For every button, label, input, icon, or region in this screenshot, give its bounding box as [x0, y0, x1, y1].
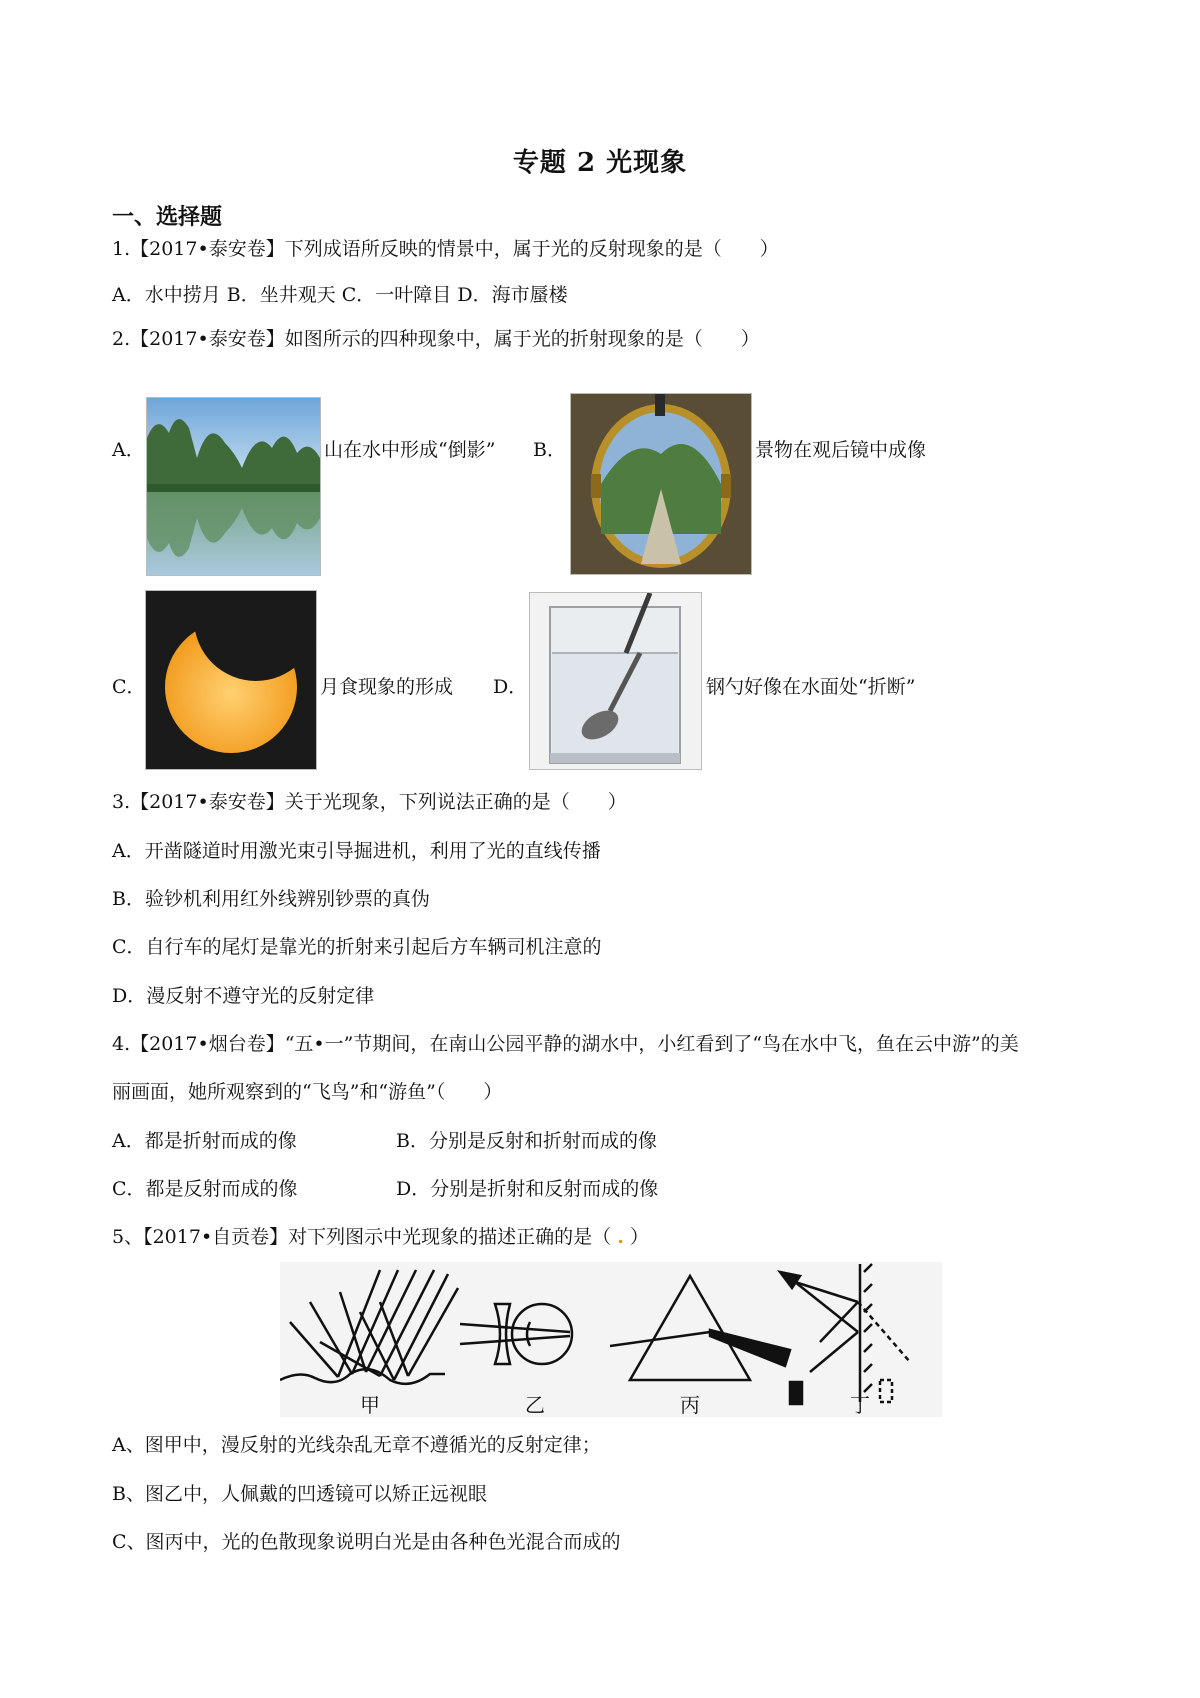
q3-option-d: D．漫反射不遵守光的反射定律	[112, 985, 375, 1007]
q4-option-a: A．都是折射而成的像	[112, 1130, 297, 1152]
q4-stem-line1: 4.【2017•烟台卷】“五•一”节期间，在南山公园平静的湖水中，小红看到了“鸟在水中飞，鱼在云中游”的美	[112, 1033, 1019, 1055]
q4-option-b: B．分别是反射和折射而成的像	[396, 1130, 657, 1152]
q5-option-c: C、图丙中，光的色散现象说明白光是由各种色光混合而成的	[112, 1531, 621, 1553]
figure-yi-concave-lens	[460, 1304, 572, 1364]
figure-label-jia: 甲	[360, 1393, 380, 1417]
q5-option-a: A、图甲中，漫反射的光线杂乱无章不遵循光的反射定律；	[112, 1434, 601, 1456]
section-heading: 一、选择题	[112, 204, 223, 230]
figure-label-ding: 丁	[850, 1393, 870, 1417]
q3-option-a: A．开凿隧道时用激光束引导掘进机，利用了光的直线传播	[112, 840, 601, 862]
figure-bing-prism	[610, 1276, 790, 1380]
q5-stem-close: ）	[623, 1226, 649, 1248]
q1-stem: 1.【2017•泰安卷】下列成语所反映的情景中，属于光的反射现象的是（ ）	[112, 238, 779, 260]
figure-ding-plane-mirror	[780, 1264, 910, 1404]
optics-figures	[280, 1262, 942, 1417]
page-title: 专题 2 光现象	[512, 148, 688, 178]
figure-label-bing: 丙	[680, 1393, 700, 1417]
q2-stem: 2.【2017•泰安卷】如图所示的四种现象中，属于光的折射现象的是（ ）	[112, 328, 760, 350]
q5-stem	[112, 1224, 649, 1250]
q2-option-c-label: C．	[112, 676, 146, 698]
q2-option-b-caption: 景物在观后镜中成像	[755, 439, 927, 461]
q5-stem-text: 5、【2017•自贡卷】对下列图示中光现象的描述正确的是（	[112, 1226, 618, 1248]
q4-option-c: C．都是反射而成的像	[112, 1178, 298, 1200]
q4-option-d: D．分别是折射和反射而成的像	[396, 1178, 659, 1200]
q3-option-b: B．验钞机利用红外线辨别钞票的真伪	[112, 888, 430, 910]
mountain-reflection-image	[146, 397, 321, 576]
q4-stem-line2: 丽画面，她所观察到的“飞鸟”和“游鱼”（ ）	[112, 1081, 503, 1103]
figure-jia-diffuse-reflection	[280, 1270, 458, 1384]
q5-stem-dot: .	[617, 1226, 624, 1248]
spoon-in-water-image	[529, 592, 702, 770]
q2-option-d-label: D．	[493, 676, 528, 698]
q3-stem: 3.【2017•泰安卷】关于光现象，下列说法正确的是（ ）	[112, 791, 627, 813]
q3-option-c: C．自行车的尾灯是靠光的折射来引起后方车辆司机注意的	[112, 936, 602, 958]
q2-option-c-caption: 月食现象的形成	[320, 676, 454, 698]
q2-option-b-label: B．	[533, 439, 566, 461]
q2-option-d-caption: 钢勺好像在水面处“折断”	[706, 676, 916, 698]
q2-option-a-caption: 山在水中形成“倒影”	[324, 439, 496, 461]
q5-option-b: B、图乙中，人佩戴的凹透镜可以矫正远视眼	[112, 1483, 487, 1505]
q2-option-a-label: A．	[112, 439, 145, 461]
q1-options: A．水中捞月 B．坐井观天 C．一叶障目 D．海市蜃楼	[112, 284, 568, 306]
rearview-mirror-image	[570, 393, 752, 575]
figure-label-yi: 乙	[525, 1393, 545, 1417]
lunar-eclipse-image	[145, 590, 317, 770]
